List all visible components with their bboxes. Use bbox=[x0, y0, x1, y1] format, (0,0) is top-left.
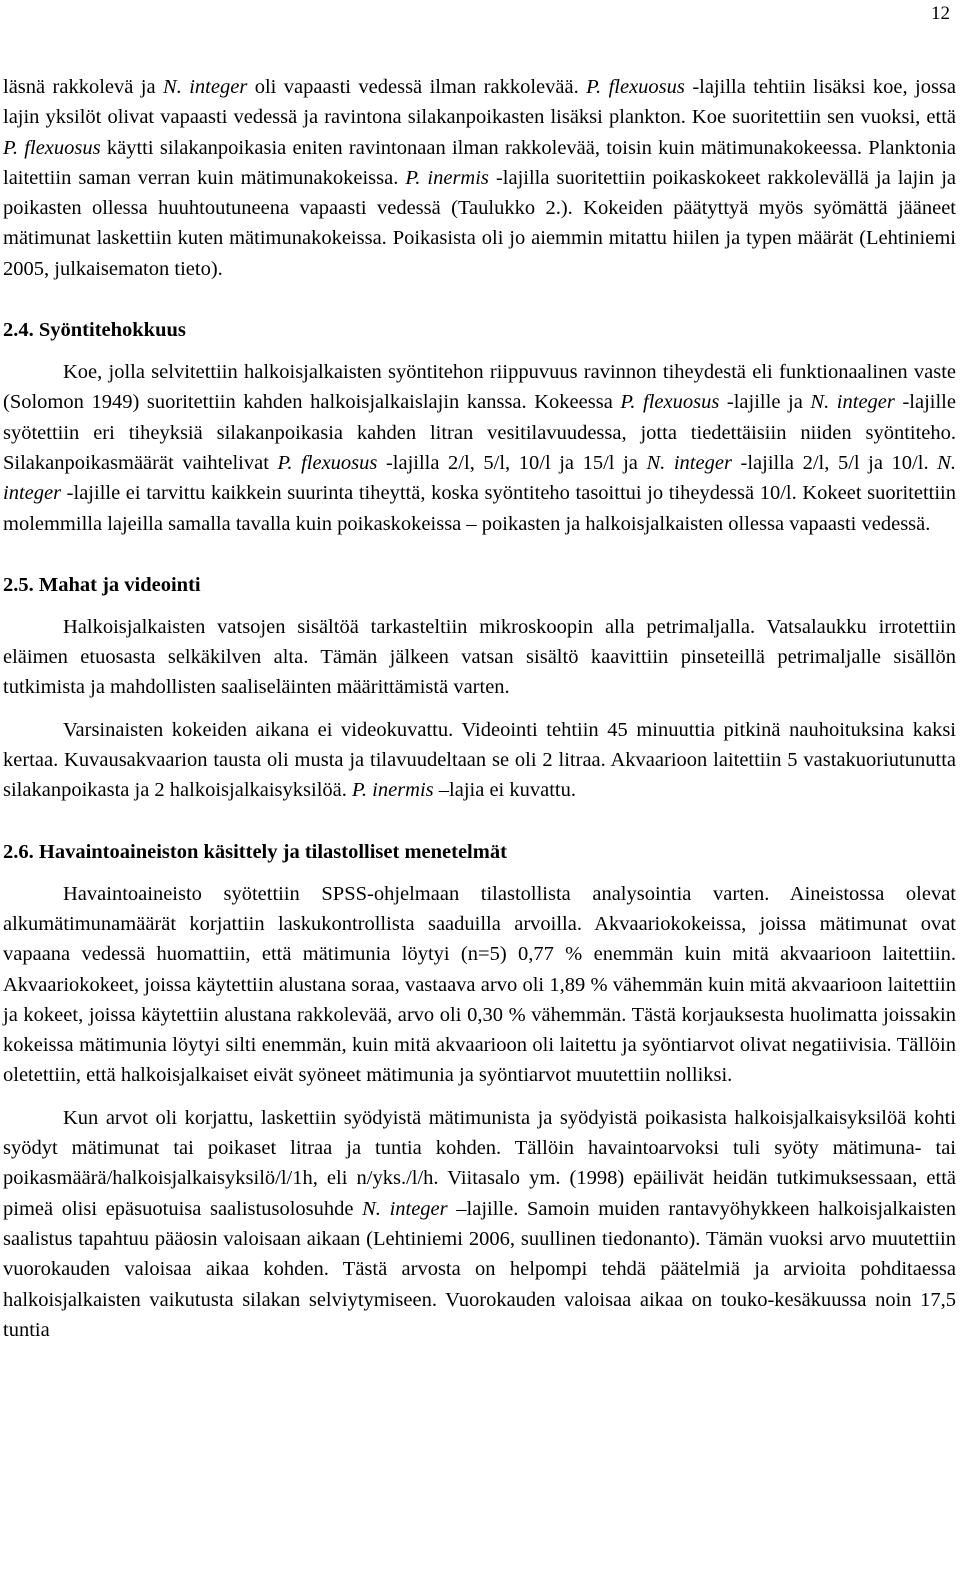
paragraph-havaintoaineisto: Havaintoaineisto syötettiin SPSS-ohjelmaan tilastollista analysointia varten. Aineistossa olevat alkumätimunamäärät korjattiin laskukontrollista saaduilla arvoilla. Akvaariokokeissa, joissa mätimunat ovat vapaana vedessä huomattiin, että mätimunia löytyi (n=5) 0,77 % enemmän kuin mitä akvaarioon laitettiin. Akvaariokokeet, joissa käytettiin alustana soraa, vastaava arvo oli 1,89 % vähemmän kuin mitä akvaarioon laitettiin ja kokeet, joissa käytettiin alustana rakkolevää, arvo oli 0,30 % vähemmän. Tästä korjauksesta huolimatta joissakin kokeissa mätimunia löytyi silti enemmän, kuin mitä akvaarioon oli laitettu ja syöntiarvot olivat negatiivisia. Tällöin oletettiin, että halkoisjalkaiset eivät syöneet mätimunia ja syöntiarvot muutettiin nolliksi. bbox=[3, 882, 956, 1087]
section-heading-2-5: 2.5. Mahat ja videointi bbox=[3, 573, 201, 596]
paragraph-mahat: Halkoisjalkaisten vatsojen sisältöä tarkasteltiin mikroskoopin alla petrimaljalla. Vatsalaukku irrotettiin eläimen etuosasta selkäkilven alta. Tämän jälkeen vatsan sisältö kaavittiin pinseteillä petrimaljalle sisällön tutkimista ja mahdollisten saaliseläinten määrittämistä varten. bbox=[3, 615, 956, 699]
paragraph-videointi bbox=[3, 715, 956, 806]
text-span: –lajia ei kuvattu. bbox=[433, 779, 576, 802]
text-span: -lajilla 2/l, 5/l, 10/l ja 15/l ja bbox=[377, 451, 647, 474]
section-heading-2-4: 2.4. Syöntitehokkuus bbox=[3, 319, 186, 342]
text-span: -lajille ja bbox=[719, 391, 811, 414]
species-name: N. integer bbox=[163, 76, 248, 98]
section-heading-2-6: 2.6. Havaintoaineiston käsittely ja tilastolliset menetelmät bbox=[3, 840, 507, 863]
species-name: N. integer bbox=[3, 451, 956, 505]
text-span: –lajille. Samoin muiden rantavyöhykkeen halkoisjalkaisten saalistus tapahtuu pääosin valoisaan aikaan (Lehtiniemi 2006, suullinen tiedonanto). Tämän vuoksi arvo muutettiin vuorokauden valoisaa aikaa kohden. Tästä arvosta on helpompi tehdä päätelmiä ja arvioita pohditaessa halkoisjalkaisten vaikutusta silakan selviytymiseen. Vuorokauden valoisaa aikaa on touko-kesäkuussa noin 17,5 tuntia bbox=[3, 1197, 956, 1341]
species-name: N. integer bbox=[646, 451, 732, 474]
species-name: P. flexuosus bbox=[586, 76, 685, 98]
text-span: Varsinaisten kokeiden aikana ei videokuvattu. Videointi tehtiin 45 minuuttia pitkinä nauhoituksina kaksi kertaa. Kuvausakvaarion tausta oli musta ja tilavuudeltaan se oli 2 litraa. Akvaarioon laitettiin 5 vastakuoriutunutta silakanpoikasta ja 2 halkoisjalkaisyksilöä. bbox=[3, 718, 956, 802]
species-name: N. integer bbox=[810, 391, 895, 414]
species-name: P. inermis bbox=[352, 779, 434, 802]
text-span: oli vapaasti vedessä ilman rakkolevää. bbox=[247, 76, 587, 98]
species-name: P. flexuosus bbox=[277, 451, 378, 474]
text-span: Koe, jolla selvitettiin halkoisjalkaisten syöntitehon riippuvuus ravinnon tiheydestä eli funktionaalinen vaste (Solomon 1949) suoritettiin kahden halkoisjalkaislajin kanssa. Kokeessa bbox=[3, 361, 956, 414]
text-span: Kun arvot oli korjattu, laskettiin syödyistä mätimunista ja syödyistä poikasista halkoisjalkaisyksilöä kohti syödyt mätimunat tai poikaset litraa ja tuntia kohden. Tällöin havaintoarvoksi tuli syöty mätimuna- tai poikasmäärä/halkoisjalkaisyksilö/l/1h, eli n/yks./l/h. Viitasalo ym. (1998) epäilivät heidän tutkimuksessaan, että pimeä olisi epäsuotuisa saalistusolosuhde bbox=[3, 1106, 956, 1220]
text-span: -lajilla suoritettiin poikaskokeet rakkolevällä ja lajin ja poikasten ollessa huuhtoutuneena vapaasti vedessä (Taulukko 2.). Kokeiden päätyttyä myös syömättä jääneet mätimunat laskettiin kuten mätimunakokeissa. Poikasista oli jo aiemmin mitattu hiilen ja typen määrät (Lehtiniemi 2005, julkaisematon tieto). bbox=[3, 166, 956, 280]
text-span: käytti silakanpoikasia eniten ravintonaan ilman rakkolevää, toisin kuin mätimunakokeessa. Planktonia laitettiin saman verran kuin mätimunakokeissa. bbox=[3, 136, 956, 189]
paragraph-continuation bbox=[3, 72, 956, 284]
paragraph-syontitehokkuus bbox=[3, 357, 956, 539]
species-name: P. inermis bbox=[405, 166, 489, 189]
species-name: P. flexuosus bbox=[3, 136, 101, 159]
text-span: -lajille ei tarvittu kaikkein suurinta tiheyttä, koska syöntiteho tasoittui jo tiheydessä 10/l. Kokeet suoritettiin molemmilla lajeilla samalla tavalla kuin poikaskokeissa – poikasten ja halkoisjalkaisten ollessa vapaasti vedessä. bbox=[3, 482, 956, 535]
species-name: N. integer bbox=[362, 1197, 448, 1220]
species-name: P. flexuosus bbox=[620, 391, 720, 414]
text-span: läsnä rakkolevä ja bbox=[3, 76, 164, 98]
text-span: -lajilla 2/l, 5/l ja 10/l. bbox=[731, 451, 938, 474]
page-number: 12 bbox=[931, 3, 950, 24]
document-body bbox=[3, 72, 956, 1345]
paragraph-korjaus bbox=[3, 1103, 956, 1345]
text-span: -lajille syötettiin eri tiheyksiä silakanpoikasia kahden litran vesitilavuudessa, jotta tiedettäisiin niiden syöntiteho. Silakanpoikasmäärät vaihtelivat bbox=[3, 391, 956, 474]
text-span: -lajilla tehtiin lisäksi koe, jossa lajin yksilöt olivat vapaasti vedessä ja ravintona silakanpoikasten lisäksi plankton. Koe suoritettiin sen vuoksi, että bbox=[3, 76, 957, 129]
